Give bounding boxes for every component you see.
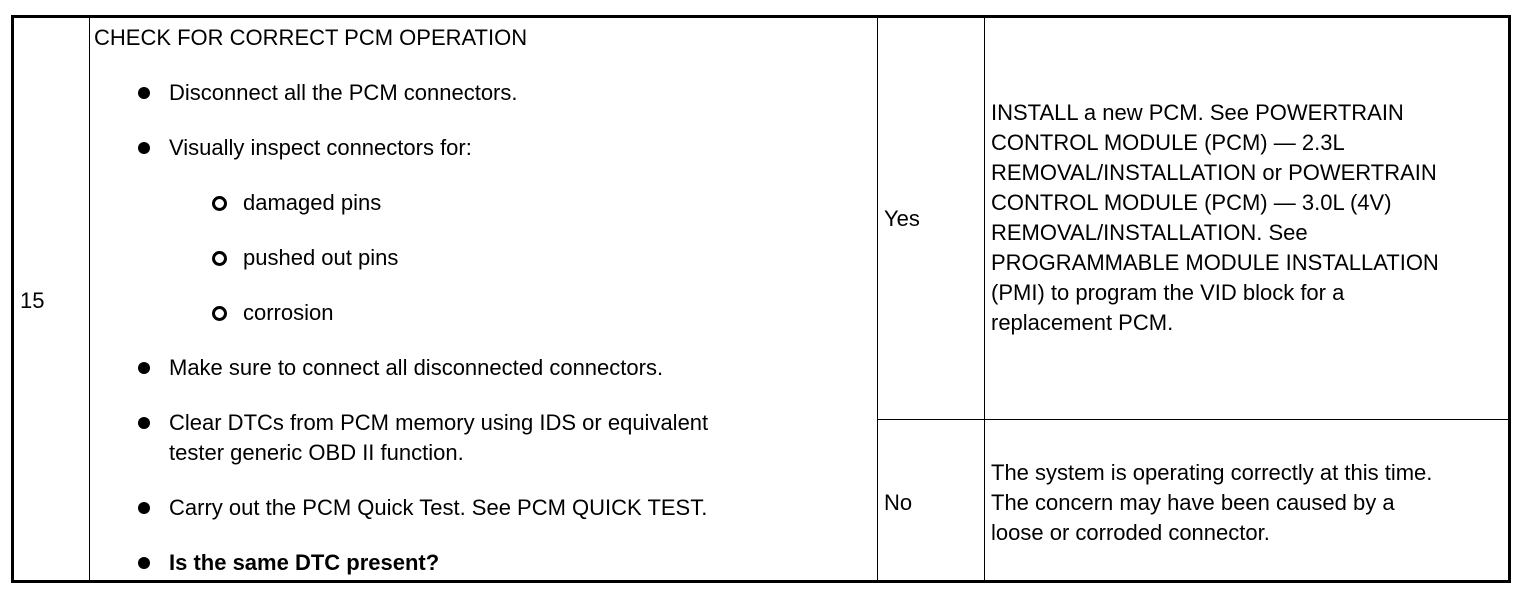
yes-action-line: REMOVAL/INSTALLATION or POWERTRAIN	[991, 160, 1437, 185]
list-item-line: tester generic OBD II function.	[169, 440, 464, 465]
bullet-icon	[138, 142, 150, 154]
list-item-line: Clear DTCs from PCM memory using IDS or equivalent	[169, 410, 709, 435]
sub-list-item: corrosion	[243, 300, 334, 325]
question-text: Is the same DTC present?	[169, 550, 440, 575]
step-number: 15	[20, 288, 45, 313]
no-action-line: loose or corroded connector.	[991, 520, 1270, 545]
step-title: CHECK FOR CORRECT PCM OPERATION	[94, 25, 528, 50]
bullet-icon	[138, 362, 150, 374]
yes-action-line: replacement PCM.	[991, 310, 1174, 335]
result-label-yes: Yes	[884, 206, 920, 231]
yes-action-line: INSTALL a new PCM. See POWERTRAIN	[991, 100, 1404, 125]
column-divider-result	[984, 18, 985, 580]
yes-action-line: (PMI) to program the VID block for a	[991, 280, 1345, 305]
row-divider-yes-no	[877, 419, 1508, 420]
list-item	[169, 408, 708, 468]
column-divider-action	[877, 18, 878, 580]
list-item: Carry out the PCM Quick Test. See PCM QUICK TEST.	[169, 495, 708, 520]
ring-bullet-icon	[212, 251, 227, 266]
ring-bullet-icon	[212, 306, 227, 321]
ring-bullet-icon	[212, 196, 227, 211]
no-action-text	[991, 458, 1432, 548]
no-action-line: The concern may have been caused by a	[991, 490, 1395, 515]
result-label-no: No	[884, 490, 913, 515]
bullet-icon	[138, 87, 150, 99]
yes-action-line: REMOVAL/INSTALLATION. See	[991, 220, 1308, 245]
sub-list-item: damaged pins	[243, 190, 382, 215]
no-action-line: The system is operating correctly at this time.	[991, 460, 1433, 485]
bullet-icon	[138, 417, 150, 429]
yes-action-text	[991, 98, 1439, 338]
bullet-icon	[138, 502, 150, 514]
yes-action-line: CONTROL MODULE (PCM) — 3.0L (4V)	[991, 190, 1392, 215]
yes-action-line: PROGRAMMABLE MODULE INSTALLATION	[991, 250, 1439, 275]
list-item: Visually inspect connectors for:	[169, 135, 472, 160]
list-item: Make sure to connect all disconnected connectors.	[169, 355, 664, 380]
column-divider-step	[89, 18, 90, 580]
yes-action-line: CONTROL MODULE (PCM) — 2.3L	[991, 130, 1345, 155]
sub-list-item: pushed out pins	[243, 245, 399, 270]
bullet-icon	[138, 557, 150, 569]
list-item: Disconnect all the PCM connectors.	[169, 80, 518, 105]
